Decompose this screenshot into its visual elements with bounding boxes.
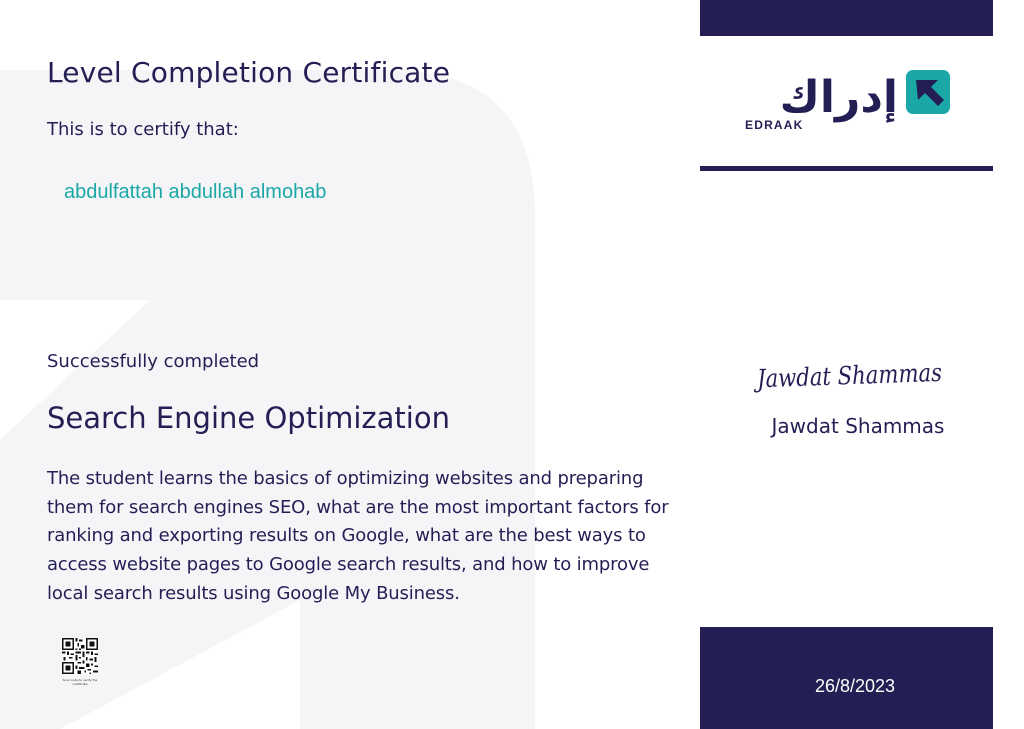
completed-text: Successfully completed bbox=[47, 351, 260, 372]
course-description: The student learns the basics of optimizing websites and preparing them for search engines SEO, what are the most important factors for ranking and exporting results on Google, what are the best ways to access website pages to Google search results, and how to improve local search results using Google My Business. bbox=[47, 468, 669, 604]
signature-image bbox=[752, 350, 976, 402]
signature-text: Jawdat Shammas bbox=[756, 356, 976, 394]
arrow-logo-icon bbox=[906, 70, 950, 114]
logo-divider bbox=[700, 166, 993, 171]
issue-date: 26/8/2023 bbox=[814, 676, 896, 696]
certificate-title: Level Completion Certificate bbox=[47, 56, 451, 89]
qr-code-icon[interactable] bbox=[62, 638, 98, 674]
qr-caption: Scan code to verify the certificate bbox=[62, 678, 98, 686]
signatory-name: Jawdat Shammas bbox=[771, 414, 945, 438]
course-title: Search Engine Optimization bbox=[47, 401, 450, 435]
certify-text: This is to certify that: bbox=[47, 119, 239, 140]
logo-english-text: EDRAAK bbox=[745, 118, 804, 132]
top-band bbox=[700, 0, 993, 36]
logo-arabic-text: إدراك bbox=[779, 72, 898, 123]
recipient-name: abdulfattah abdullah almohab bbox=[64, 181, 327, 203]
